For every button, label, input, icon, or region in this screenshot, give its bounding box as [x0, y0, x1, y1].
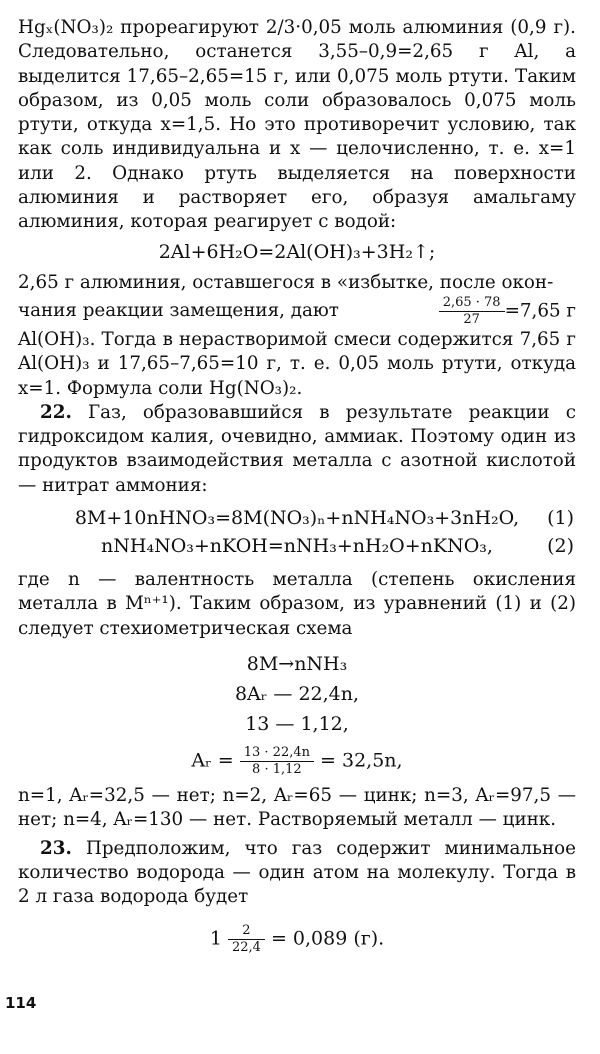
text-reaction-end: чания реакции замещения, дают	[18, 300, 339, 322]
page-content	[18, 16, 576, 962]
equation-number-1: (1)	[547, 507, 574, 530]
equation-number-2: (2)	[547, 535, 574, 558]
equation-ammonium-nitrate-koh: nNH₄NO₃+nKOH=nNH₃+nH₂O+nKNO₃,	[101, 535, 493, 558]
equation-amalgam: 2Al+6H₂O=2Al(OH)₃+3H₂↑;	[158, 240, 436, 263]
equation-hydrogen-coefficient: 1	[209, 927, 222, 950]
line-aluminium-hydroxide-mass	[18, 295, 576, 328]
paragraph-remaining-aluminium: 2,65 г алюминия, оставшегося в «избытке, после окон-	[18, 271, 554, 293]
schema-formula	[18, 745, 576, 778]
section-23-intro	[18, 837, 576, 910]
stoichiometric-schema	[18, 649, 576, 778]
paragraph-formula-conclusion: Al(OH)₃. Тогда в нерастворимой смеси содержится 7,65 г Al(OH)₃ и 17,65–7,65=10 г, т. е. 0,05 моль ртути, откуда x=1. Формула соли Hg(NO₃)₂.	[18, 328, 576, 399]
schema-fraction-numerator: 13 · 22,4n	[240, 745, 314, 762]
schema-result: = 32,5n,	[320, 749, 403, 772]
schema-line-2: 8Aᵣ — 22,4n,	[234, 682, 360, 705]
fraction-numerator: 2,65 · 78	[439, 295, 505, 312]
equation-row-2	[18, 532, 576, 560]
equation-metal-nitric-acid: 8M+10nHNO₃=8M(NO₃)ₙ+nNH₄NO₃+3nH₂O,	[74, 507, 520, 530]
paragraph-mercury-salt: Hgₓ(NO₃)₂ прореагируют 2/3·0,05 моль алюминия (0,9 г). Следовательно, останется 3,55–0,9=2,65 г Al, а выделится 17,65–2,65=15 г, или 0,075 моль ртути. Таким образом, из 0,05 моль соли образовалось 0,075 моль ртути, откуда x=1,5. Но это противоречит условию, так как соль индивидуальна и x — целочисленно, т. е. x=1 или 2. Однако ртуть выделяется на поверхности алюминия и растворяет его, образуя амальгаму алюминия, которая реагирует с водой:	[18, 17, 576, 233]
fraction-hydroxide-mass	[439, 295, 576, 328]
fraction-result: =7,65 г	[504, 300, 576, 322]
paragraph-valence-definition: где n — валентность металла (степень окисления металла в Mⁿ⁺¹). Таким образом, из уравнений (1) и (2) следует стехиометрическая схема	[18, 569, 576, 639]
section-23-text: Предположим, что газ содержит минимальное количество водорода — один атом на молекулу. Тогда в 2 л газа водорода будет	[18, 837, 576, 908]
section-number-22: 22.	[40, 401, 72, 423]
schema-fraction-denominator: 8 · 1,12	[252, 761, 302, 777]
section-number-23: 23.	[40, 837, 72, 859]
section-22-intro	[18, 401, 576, 498]
section-22-text: Газ, образовавшийся в результате реакции с гидроксидом калия, очевидно, аммиак. Поэтому один из продуктов взаимодействия металла с азотной кислотой — нитрат аммония:	[18, 401, 576, 496]
equation-row-1	[18, 504, 576, 532]
paragraph-metal-candidates: n=1, Aᵣ=32,5 — нет; n=2, Aᵣ=65 — цинк; n=3, Aᵣ=97,5 — нет; n=4, Aᵣ=130 — нет. Растворяемый металл — цинк.	[18, 784, 576, 831]
hydrogen-fraction-numerator: 2	[228, 923, 265, 940]
hydrogen-fraction-denominator: 22,4	[231, 940, 261, 956]
fraction-denominator: 27	[463, 311, 480, 327]
schema-line-1: 8M→nNH₃	[246, 652, 348, 675]
schema-line-3: 13 — 1,12,	[245, 712, 349, 735]
equation-hydrogen-result: = 0,089 (г).	[270, 927, 385, 950]
schema-ar-label: Aᵣ =	[191, 749, 234, 772]
equation-hydrogen-mass	[18, 923, 576, 956]
page-number: 114	[5, 994, 37, 1012]
